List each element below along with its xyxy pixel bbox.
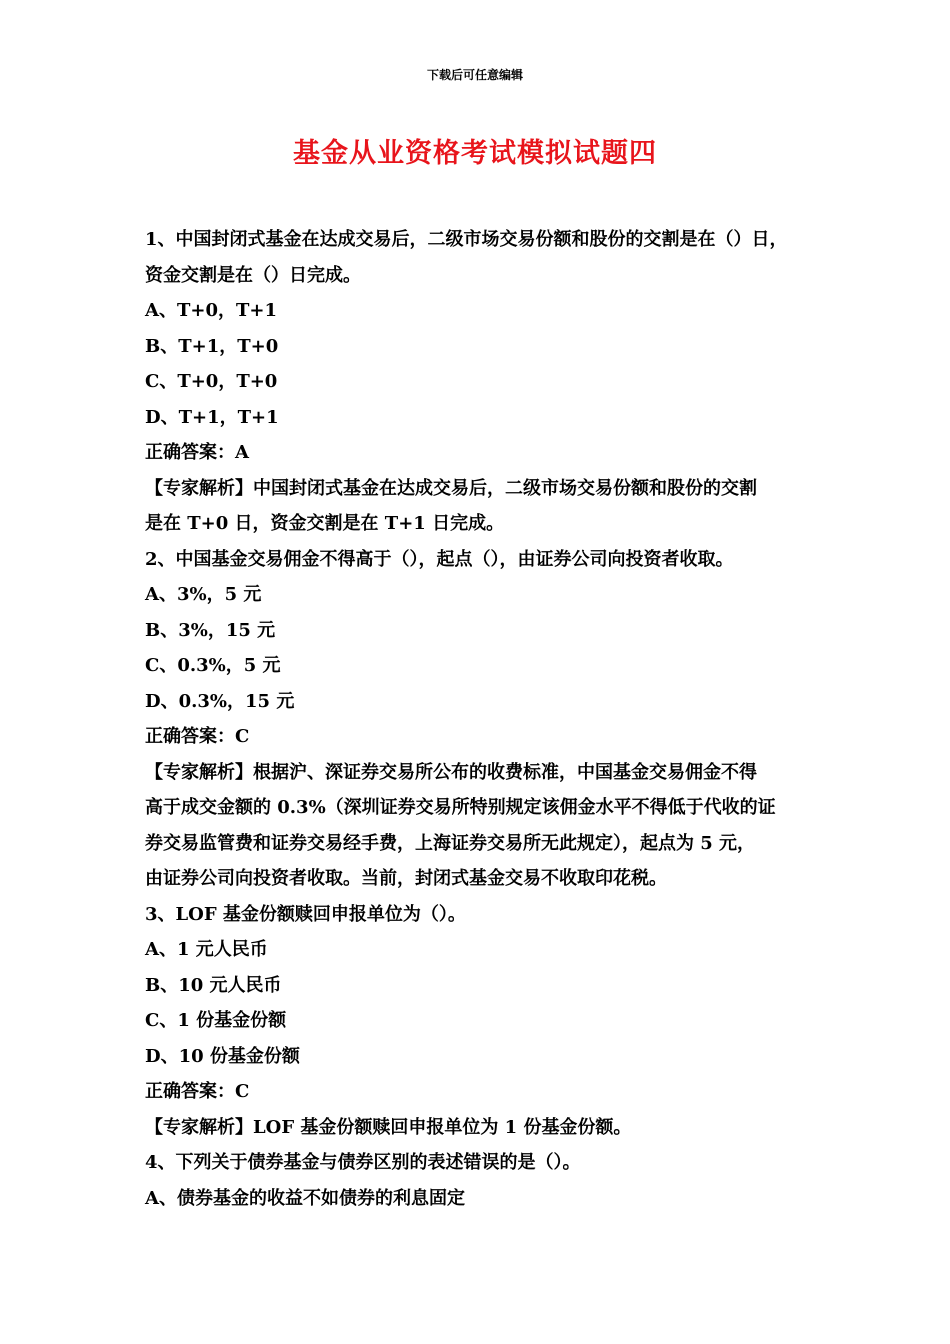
text-line: B、T+1，T+0 — [145, 335, 279, 357]
text-line: 4、下列关于债券基金与债券区别的表述错误的是（）。 — [145, 1152, 581, 1173]
text-line: 正确答案：C — [145, 1081, 250, 1102]
text-line: C、T+0，T+0 — [145, 371, 278, 392]
text-line: 1、中国封闭式基金在达成交易后，二级市场交易份额和股份的交割是在（）日， — [145, 229, 788, 250]
text-line: 【专家解析】根据沪、深证券交易所公布的收费标准，中国基金交易佣金不得 — [145, 761, 757, 783]
header-note: 下载后可任意编辑 — [426, 68, 523, 82]
text-line: 高于成交金额的 0.3%（深圳证券交易所特别规定该佣金水平不得低于代收的证 — [145, 797, 776, 818]
text-line: 正确答案：A — [145, 442, 249, 463]
document-title: 基金从业资格考试模拟试题四 — [293, 138, 657, 169]
text-line: 【专家解析】LOF 基金份额赎回申报单位为 1 份基金份额。 — [145, 1116, 632, 1138]
text-line: 由证券公司向投资者收取。当前，封闭式基金交易不收取印花税。 — [145, 868, 667, 889]
text-line: 是在 T+0 日，资金交割是在 T+1 日完成。 — [145, 513, 505, 534]
text-line: B、3%，15 元 — [145, 619, 276, 641]
text-line: D、0.3%，15 元 — [145, 690, 295, 712]
text-line: A、T+0，T+1 — [145, 300, 277, 321]
text-line: 券交易监管费和证券交易经手费，上海证券交易所无此规定），起点为 5 元， — [145, 832, 756, 854]
text-line: C、1 份基金份额 — [145, 1010, 287, 1031]
text-line: A、债券基金的收益不如债券的利息固定 — [145, 1187, 465, 1209]
text-line: B、10 元人民币 — [145, 974, 282, 996]
text-line: 3、LOF 基金份额赎回申报单位为（）。 — [145, 903, 466, 925]
text-line: 正确答案：C — [145, 726, 250, 747]
text-line: C、0.3%，5 元 — [145, 655, 281, 676]
text-line: D、T+1，T+1 — [145, 406, 279, 428]
text-line: 2、中国基金交易佣金不得高于（），起点（），由证券公司向投资者收取。 — [145, 548, 734, 570]
text-line: 【专家解析】中国封闭式基金在达成交易后，二级市场交易份额和股份的交割 — [145, 477, 757, 499]
text-line: D、10 份基金份额 — [145, 1045, 300, 1067]
text-line: A、1 元人民币 — [145, 939, 268, 960]
text-line: 资金交割是在（）日完成。 — [145, 264, 361, 286]
document-body — [145, 222, 835, 1216]
text-line: A、3%，5 元 — [145, 584, 262, 605]
